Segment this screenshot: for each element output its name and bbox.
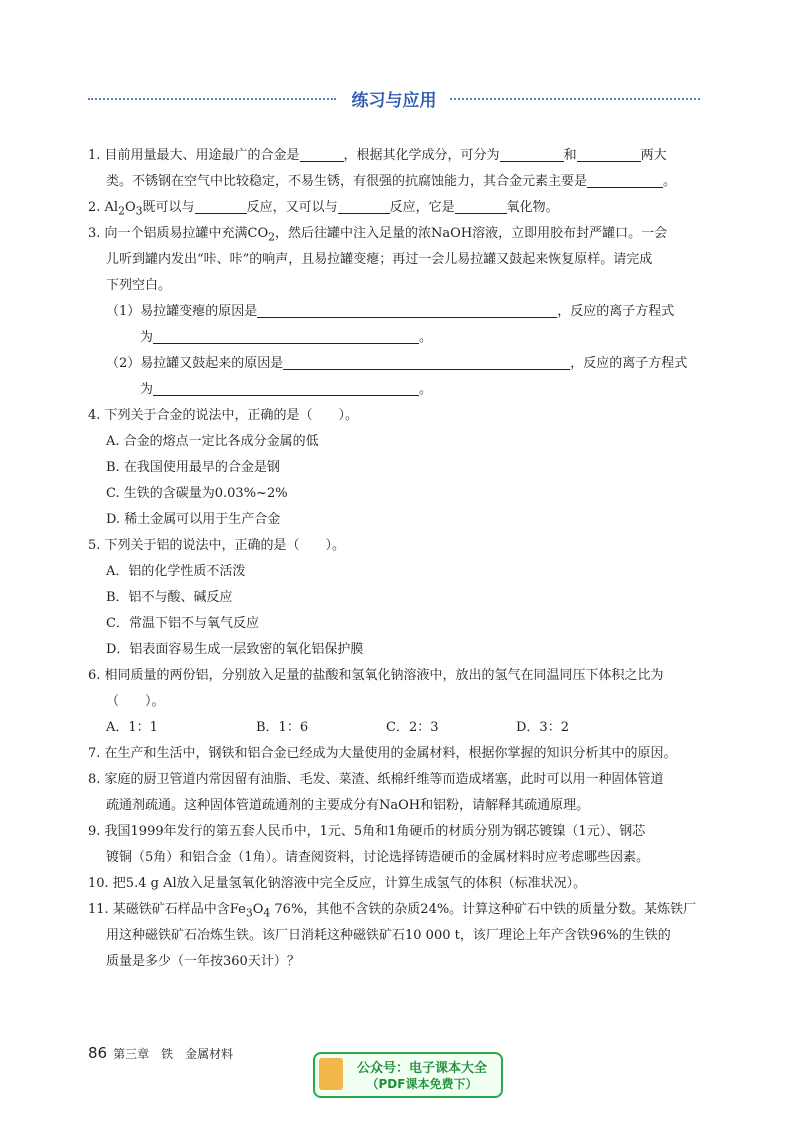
dotted-rule-right — [450, 98, 700, 100]
question-11-line-2: 用这种磁铁矿石冶炼生铁。该厂日消耗这种磁铁矿石10 000 t，该厂理论上年产含铁96%的生铁的 — [106, 928, 671, 943]
question-5-option-c: C．常温下铝不与氧气反应 — [106, 616, 259, 631]
question-4-option-a: A. 合金的熔点一定比各成分金属的低 — [106, 434, 319, 449]
chapter-title: 第三章 铁 金属材料 — [113, 1047, 234, 1061]
question-5-stem: 5. 下列关于铝的说法中，正确的是（ ）。 — [88, 538, 346, 553]
question-6-option-d: D．3：2 — [516, 720, 569, 735]
question-9-line-2: 镀铜（5角）和铝合金（1角）。请查阅资料，讨论选择铸造硬币的金属材料时应考虑哪些因素。 — [106, 850, 650, 865]
watermark-line-2: （PDF课本免费下） — [366, 1077, 478, 1091]
question-3-line-2: 儿听到罐内发出“咔、咔”的响声，且易拉罐变瘪；再过一会儿易拉罐又鼓起来恢复原样。请完成 — [106, 252, 653, 267]
answer-blank — [338, 197, 390, 214]
watermark-line-1: 公众号：电子课本大全 — [356, 1061, 487, 1076]
page-footer — [88, 1044, 233, 1062]
question-10: 10. 把5.4 g Al放入足量氢氧化钠溶液中完全反应，计算生成氢气的体积（标准状况）。 — [88, 876, 587, 891]
question-3-part-2: （2）易拉罐又鼓起来的原因是 ，反应的离子方程式 — [88, 351, 722, 377]
question-3-line-1: 3. 向一个铝质易拉罐中充满$CO_2$，然后往罐中注入足量的浓NaOH溶液，立即用胶布封严罐口。一会 — [88, 226, 668, 244]
question-6-option-b: B．1：6 — [256, 720, 309, 735]
answer-blank — [587, 171, 663, 188]
question-6-line-2: （ ）。 — [106, 694, 165, 709]
question-3-part-2-cont: 为 。 — [88, 377, 756, 403]
question-5-option-b: B．铝不与酸、碱反应 — [106, 590, 233, 605]
question-2: 2. $Al_2O_3$既可以与 反应，又可以与 反应，它是 氧化物。 — [88, 195, 704, 225]
question-4-option-d: D. 稀土金属可以用于生产合金 — [106, 512, 281, 527]
page-number: 86 — [88, 1044, 108, 1062]
answer-blank — [500, 145, 564, 162]
question-1-line-1: 1. 目前用量最大、用途最广的合金是 ，根据其化学成分，可分为 和 两大 — [88, 143, 704, 169]
answer-blank — [195, 197, 247, 214]
question-8-line-1: 8. 家庭的厨卫管道内常因留有油脂、毛发、菜渣、纸棉纤维等而造成堵塞，此时可以用一种固体管道 — [88, 772, 664, 787]
section-header — [88, 86, 700, 112]
book-icon — [319, 1058, 343, 1090]
question-3-part-1-cont: 为 。 — [88, 325, 756, 351]
question-4-option-c: C. 生铁的含碳量为0.03%~2% — [106, 486, 288, 501]
watermark-badge — [313, 1052, 503, 1098]
question-11-line-1: 11. 某磁铁矿石样品中含$Fe_3O_4$ 76%，其他不含铁的杂质24%。计算这种矿石中铁的质量分数。某炼铁厂 — [88, 902, 697, 920]
answer-blank — [300, 145, 344, 162]
question-6-option-c: C．2：3 — [386, 720, 439, 735]
answer-blank — [455, 197, 507, 214]
question-4-option-b: B. 在我国使用最早的合金是钢 — [106, 460, 280, 475]
section-title: 练习与应用 — [351, 91, 437, 111]
answer-blank — [257, 301, 557, 318]
answer-blank — [577, 145, 641, 162]
question-8-line-2: 疏通剂疏通。这种固体管道疏通剂的主要成分有NaOH和铝粉，请解释其疏通原理。 — [106, 798, 590, 813]
question-4-stem: 4. 下列关于合金的说法中，正确的是（ ）。 — [88, 408, 359, 423]
question-9-line-1: 9. 我国1999年发行的第五套人民币中，1元、5角和1角硬币的材质分别为钢芯镀镍（1元）、钢芯 — [88, 824, 646, 839]
answer-blank — [153, 327, 419, 344]
question-11-line-3: 质量是多少（一年按360天计）？ — [106, 954, 300, 969]
question-6-option-a: A．1：1 — [106, 720, 158, 735]
question-1-line-2: 类。不锈钢在空气中比较稳定，不易生锈，有很强的抗腐蚀能力，其合金元素主要是 。 — [88, 169, 722, 195]
dotted-rule-left — [88, 98, 336, 100]
question-6-line-1: 6. 相同质量的两份铝，分别放入足量的盐酸和氢氧化钠溶液中，放出的氢气在同温同压下体积之比为 — [88, 668, 664, 683]
question-5-option-a: A．铝的化学性质不活泼 — [106, 564, 246, 579]
question-3-line-3: 下列空白。 — [106, 278, 172, 293]
question-6-options — [88, 715, 722, 741]
answer-blank — [153, 379, 419, 396]
question-3-part-1: （1）易拉罐变瘪的原因是 ，反应的离子方程式 — [88, 299, 722, 325]
question-7: 7. 在生产和生活中，钢铁和铝合金已经成为大量使用的金属材料，根据你掌握的知识分析其中的原因。 — [88, 746, 677, 761]
answer-blank — [283, 353, 570, 370]
question-5-option-d: D．铝表面容易生成一层致密的氧化铝保护膜 — [106, 642, 364, 657]
